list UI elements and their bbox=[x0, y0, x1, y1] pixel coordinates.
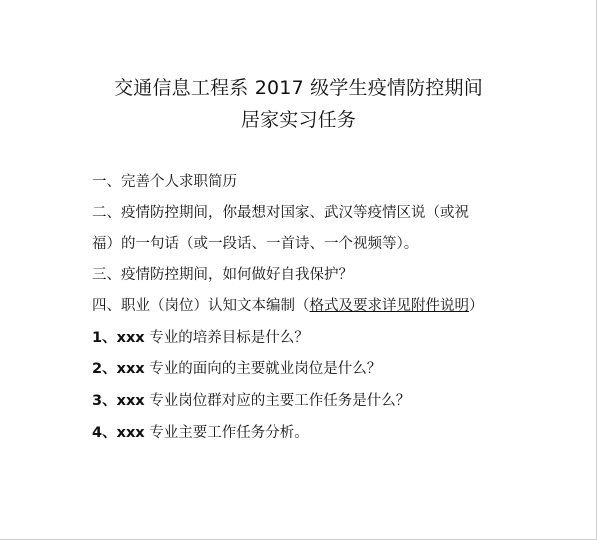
task-4 bbox=[92, 296, 484, 316]
document-title-line-2: 居家实习任务 bbox=[240, 109, 357, 131]
subtask-2 bbox=[92, 359, 381, 379]
subtask-1 bbox=[92, 328, 309, 348]
task-1: 一、完善个人求职简历 bbox=[92, 174, 237, 190]
subtask-1-text: 专业的培养目标是什么？ bbox=[144, 330, 309, 346]
subtask-3-number: 3、xxx bbox=[92, 393, 145, 409]
document-title-line-1: 交通信息工程系 2017 级学生疫情防控期间 bbox=[114, 77, 483, 99]
task-3: 三、疫情防控期间，如何做好自我保护？ bbox=[92, 267, 353, 283]
subtask-4 bbox=[92, 423, 309, 443]
subtask-3 bbox=[92, 391, 410, 411]
subtask-3-text: 专业岗位群对应的主要工作任务是什么？ bbox=[144, 393, 411, 409]
attachment-note-link[interactable]: 格式及要求详见附件说明 bbox=[309, 298, 469, 314]
subtask-2-number: 2、xxx bbox=[92, 361, 145, 377]
task-4-prefix: 四、职业（岗位）认知文本编制（ bbox=[92, 298, 310, 314]
task-2-line-1: 二、疫情防控期间，你最想对国家、武汉等疫情区说（或祝 bbox=[92, 205, 469, 221]
task-2-line-2: 福）的一句话（或一段话、一首诗、一个视频等）。 bbox=[92, 236, 419, 252]
subtask-4-number: 4、xxx bbox=[92, 425, 145, 441]
subtask-2-text: 专业的面向的主要就业岗位是什么？ bbox=[144, 361, 382, 377]
subtask-4-text: 专业主要工作任务分析。 bbox=[144, 425, 309, 441]
task-4-suffix: ） bbox=[469, 298, 484, 314]
subtask-1-number: 1、xxx bbox=[92, 330, 145, 346]
